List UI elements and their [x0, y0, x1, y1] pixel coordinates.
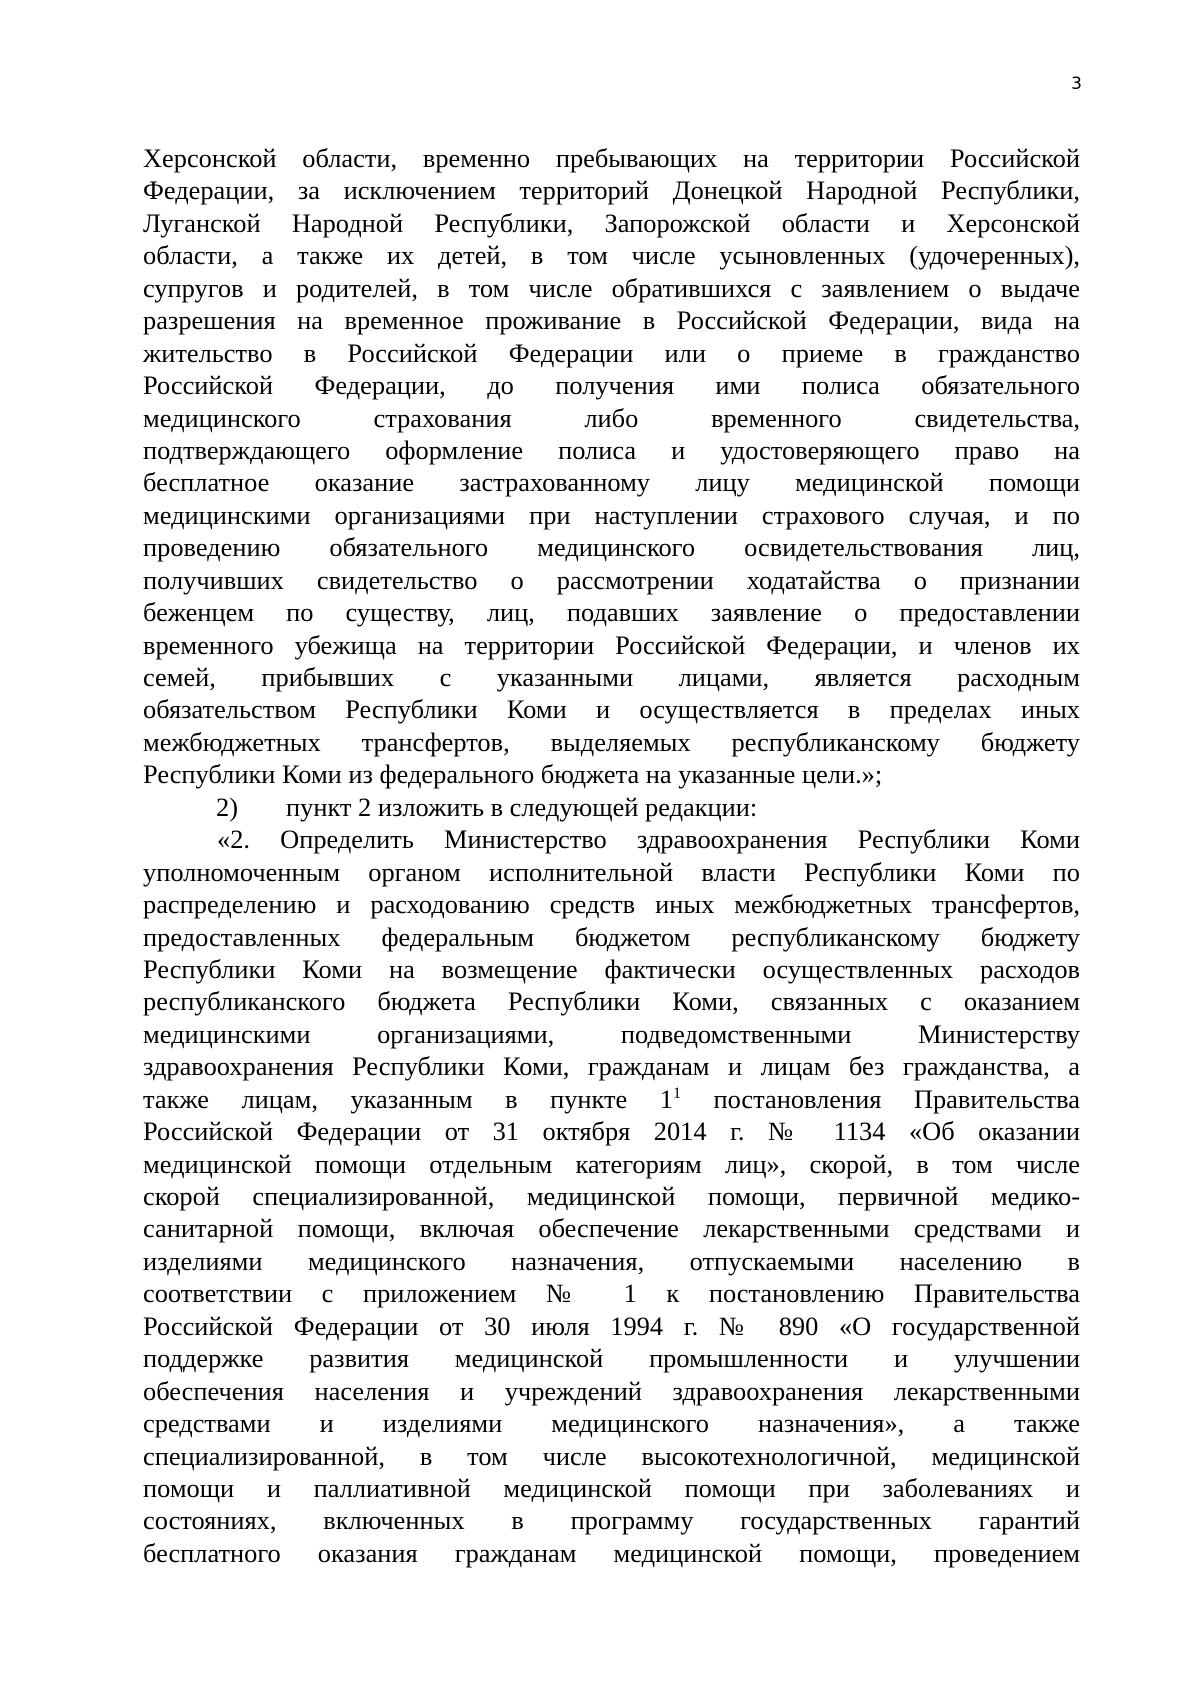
text-line: медицинскими организациями, подведомственными Министерству: [143, 1018, 1080, 1049]
text-line: медицинского страхования либо временного свидетельства,: [143, 402, 1080, 433]
text-line: обеспечения населения и учреждений здравоохранения лекарственными: [143, 1375, 1080, 1406]
text-line: Херсонской области, временно пребывающих на территории Российской: [143, 143, 1080, 173]
text-line: уполномоченным органом исполнительной власти Республики Коми по: [143, 856, 1080, 887]
document-body: [143, 142, 1080, 1569]
text-line: средствами и изделиями медицинского назначения», а также: [143, 1408, 1080, 1439]
text-line: Республики Коми из федерального бюджета на указанные цели.»;: [143, 759, 883, 790]
text-line: беженцем по существу, лиц, подавших заявление о предоставлении: [143, 597, 1080, 628]
text-line: санитарной помощи, включая обеспечение лекарственными средствами и: [143, 1213, 1080, 1244]
text-line: здравоохранения Республики Коми, гражданам и лицам без гражданства, а: [143, 1051, 1080, 1082]
text-line: временного убежища на территории Российской Федерации, и членов их: [143, 629, 1080, 660]
list-item-text: пункт 2 изложить в следующей редакции:: [286, 791, 758, 822]
text-segment: также лицам, указанным в пункте 1: [143, 1083, 673, 1114]
text-line: медицинскими организациями при наступлении страхового случая, и по: [143, 499, 1080, 530]
text-line: Федерации, за исключением территорий Донецкой Народной Республики,: [143, 175, 1080, 206]
text-line: обязательством Республики Коми и осуществляется в пределах иных: [143, 694, 1080, 725]
text-line: получивших свидетельство о рассмотрении ходатайства о признании: [143, 564, 1080, 595]
list-item-2: [143, 791, 1080, 823]
text-line: бесплатное оказание застрахованному лицу медицинской помощи: [143, 467, 1080, 498]
text-line: Республики Коми на возмещение фактически осуществленных расходов: [143, 953, 1080, 984]
text-line: межбюджетных трансфертов, выделяемых республиканскому бюджету: [143, 726, 1080, 757]
text-line: Луганской Народной Республики, Запорожской области и Херсонской: [143, 207, 1080, 238]
page-number: 3: [1071, 74, 1082, 94]
list-item-number: 2): [216, 791, 238, 822]
text-line: бесплатного оказания гражданам медицинской помощи, проведением: [143, 1537, 1080, 1568]
text-line: области, а также их детей, в том числе усыновленных (удочеренных),: [143, 240, 1080, 271]
paragraph-first-line: «2. Определить Министерство здравоохранения Республики Коми: [217, 824, 1080, 855]
text-line: помощи и паллиативной медицинской помощи при заболеваниях и: [143, 1472, 1080, 1503]
text-segment: постановления Правительства: [680, 1083, 1080, 1114]
text-line: семей, прибывших с указанными лицами, является расходным: [143, 662, 1080, 692]
text-line: подтверждающего оформление полиса и удостоверяющего право на: [143, 434, 1080, 465]
superscript: 1: [672, 1084, 681, 1102]
text-line: Российской Федерации, до получения ими полиса обязательного: [143, 370, 1080, 401]
text-line: специализированной, в том числе высокотехнологичной, медицинской: [143, 1440, 1080, 1471]
text-line-with-superscript: [143, 1083, 1080, 1115]
text-line: медицинской помощи отдельным категориям лиц», скорой, в том числе: [143, 1148, 1080, 1179]
text-line: распределению и расходованию средств иных межбюджетных трансфертов,: [143, 889, 1080, 920]
text-line: разрешения на временное проживание в Российской Федерации, вида на: [143, 305, 1080, 336]
text-line: соответствии с приложением № 1 к постановлению Правительства: [143, 1278, 1080, 1309]
text-line: проведению обязательного медицинского освидетельствования лиц,: [143, 532, 1080, 563]
text-line: супругов и родителей, в том числе обратившихся с заявлением о выдаче: [143, 272, 1080, 303]
text-line: республиканского бюджета Республики Коми, связанных с оказанием: [143, 986, 1080, 1017]
text-line: поддержке развития медицинской промышленности и улучшении: [143, 1343, 1080, 1374]
text-line: жительство в Российской Федерации или о приеме в гражданство: [143, 337, 1080, 368]
text-line: Российской Федерации от 31 октября 2014 г. № 1134 «Об оказании: [143, 1116, 1080, 1147]
text-line: предоставленных федеральным бюджетом республиканскому бюджету: [143, 921, 1080, 952]
text-line: скорой специализированной, медицинской помощи, первичной медико-: [143, 1181, 1080, 1211]
text-line: Российской Федерации от 30 июля 1994 г. № 890 «О государственной: [143, 1310, 1080, 1341]
text-line: изделиями медицинского назначения, отпускаемыми населению в: [143, 1245, 1080, 1276]
text-line: состояниях, включенных в программу государственных гарантий: [143, 1505, 1080, 1536]
